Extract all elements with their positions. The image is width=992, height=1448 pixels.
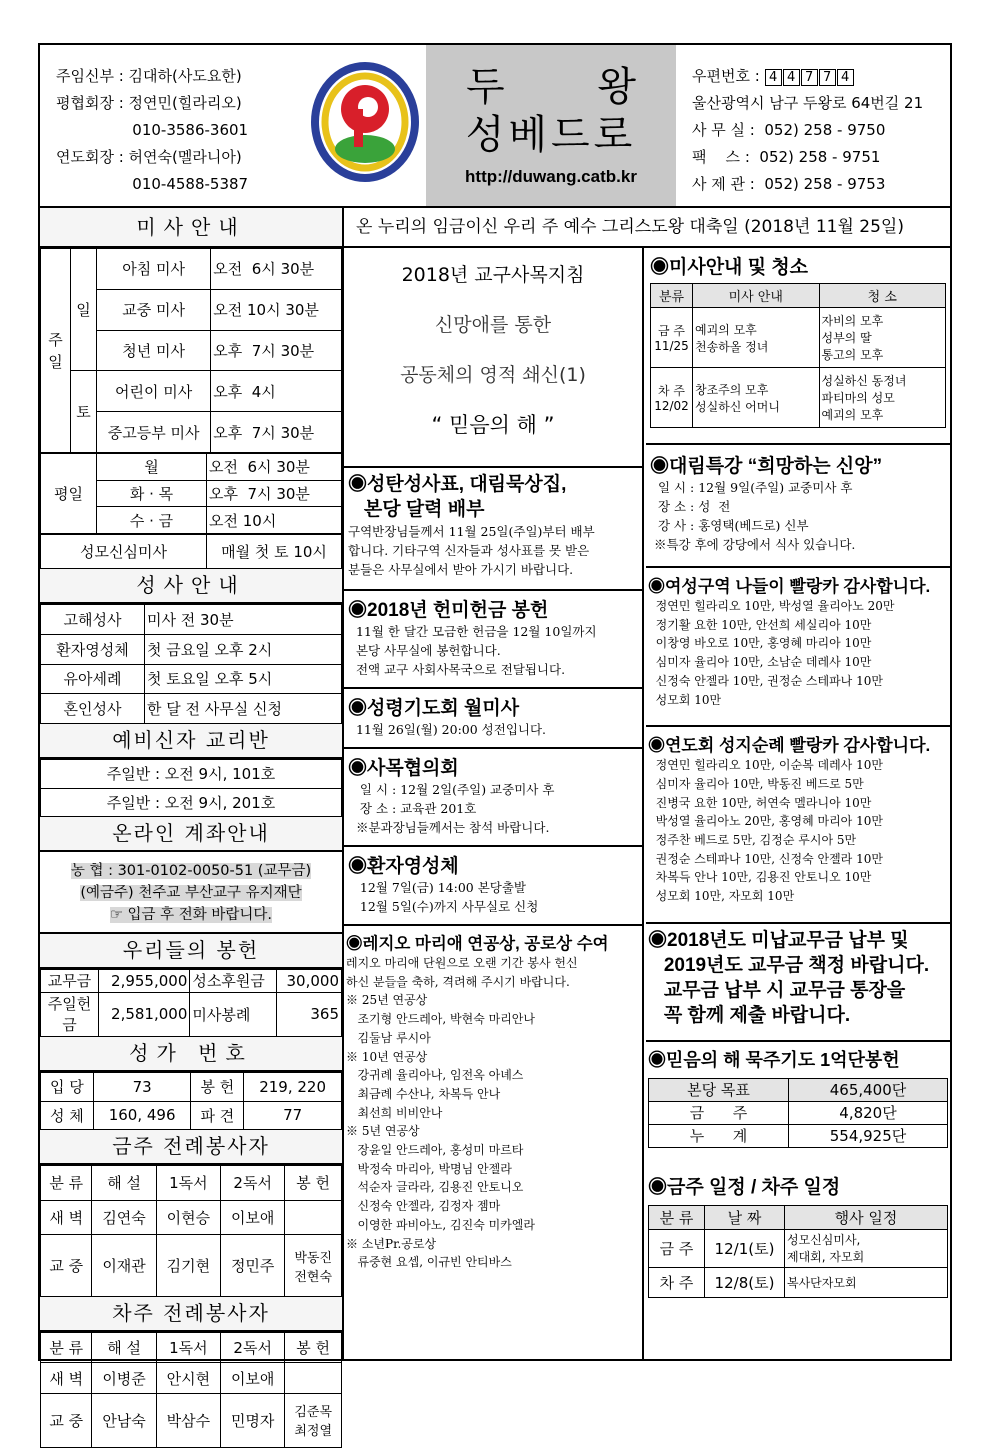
server-cell: 김기현 bbox=[156, 1235, 220, 1297]
col-head: 2독서 bbox=[221, 1333, 285, 1363]
mass-name: 수 · 금 bbox=[97, 507, 207, 534]
yeondo-phone: 010-4588-5387 bbox=[56, 175, 249, 193]
cal-cell: 12/8(토) bbox=[705, 1267, 785, 1297]
mass-time: 오후 7시 30분 bbox=[211, 412, 342, 453]
calendar-table bbox=[648, 1205, 948, 1298]
cal-cell: 차 주 bbox=[649, 1267, 705, 1297]
rosary-table bbox=[648, 1078, 948, 1148]
rosary-label: 누 계 bbox=[649, 1124, 789, 1147]
servers-next-table bbox=[40, 1332, 342, 1448]
server-cell: 이보애 bbox=[221, 1200, 285, 1235]
mass-name: 어린이 미사 bbox=[97, 371, 211, 412]
cell: 창조주의 모후 성실하신 어머니 bbox=[693, 368, 820, 428]
contact-list bbox=[56, 63, 248, 198]
notice-body: 일 시 : 12월 9일(주일) 교중미사 후 장 소 : 성 전 강 사 : 홍영택(베드로) 신부 ※특강 후에 강당에서 식사 있습니다. bbox=[653, 480, 856, 552]
notice-yeondo-thanks bbox=[646, 725, 950, 910]
server-cell: 이병준 bbox=[92, 1363, 156, 1393]
hymn-label: 입 당 bbox=[41, 1073, 94, 1102]
cleaning-table bbox=[650, 283, 946, 428]
sacrament-name: 혼인성사 bbox=[41, 694, 145, 724]
servers-this-title: 금주 전례봉사자 bbox=[40, 1130, 342, 1165]
notice-heading: ◉금주 일정 / 차주 일정 bbox=[648, 1176, 841, 1198]
col-head: 날 짜 bbox=[705, 1205, 785, 1229]
hymn-title: 성가 번호 bbox=[40, 1037, 342, 1072]
notice-council bbox=[344, 747, 642, 841]
notice-body: 레지오 마리애 단원으로 오랜 기간 봉사 헌신 하신 분들을 축하, 격려해 주시기 바랍니다. ※ 25년 연공상 조기형 안드레아, 박현숙 마리안나 김둘남 루시아 ※ 10년 연공상 강귀례 율리아나, 임전옥 아녜스 최금례 수산나, 차복득 안나 최선희 비비안나 ※ 5년 연공상 장윤일 안드레아, 홍성미 마르타 박정숙 마리아, 박명님 안젤라 석순자 글라라, 김용진 안토니오 신정숙 안젤라, 김정자 젬마 이영한 파비아노, 김진숙 미카엘라 ※ 소년Pr.공로상 류중현 요셉, 이규빈 안티바스 bbox=[346, 956, 578, 1270]
notice-prayer bbox=[344, 687, 642, 743]
postal-digit: 7 bbox=[819, 69, 836, 86]
office-phone: 사 무 실 : 052) 258 - 9750 bbox=[692, 121, 886, 139]
offering-value: 30,000 bbox=[277, 970, 342, 993]
cal-cell: 성모신심미사, 제대회, 자모회 bbox=[785, 1229, 948, 1267]
sacrament-title: 성사안내 bbox=[40, 569, 342, 604]
account-number: 농 협 : 301-0102-0050-51 (교무금) bbox=[70, 863, 312, 879]
catechumen-class: 주일반 : 오전 9시, 201호 bbox=[41, 788, 342, 817]
mass-time: 오후 7시 30분 bbox=[211, 330, 342, 371]
offering-title: 우리들의 봉헌 bbox=[40, 934, 342, 969]
hymn-number: 77 bbox=[244, 1101, 342, 1130]
notice-heading: ◉대림특강 “희망하는 신앙” bbox=[650, 456, 883, 477]
catechumen-table bbox=[40, 759, 342, 817]
offering-label: 미사봉례 bbox=[190, 992, 277, 1036]
catechumen-title: 예비신자 교리반 bbox=[40, 724, 342, 759]
mass-time: 오전 6시 30분 bbox=[207, 454, 342, 481]
title-duwang: 두 왕 bbox=[466, 64, 676, 110]
offering-label: 주일헌금 bbox=[41, 992, 99, 1036]
cell: 금 주 11/25 bbox=[651, 308, 693, 368]
hymn-number: 219, 220 bbox=[244, 1073, 342, 1102]
catechumen-class: 주일반 : 오전 9시, 101호 bbox=[41, 760, 342, 789]
notice-heading: ◉환자영성체 bbox=[348, 856, 459, 877]
mass-time: 오전 10시 bbox=[207, 507, 342, 534]
cal-cell: 12/1(토) bbox=[705, 1229, 785, 1267]
col-head: 봉 헌 bbox=[285, 1333, 342, 1363]
hymn-number: 160, 496 bbox=[93, 1101, 191, 1130]
notice-heading: ◉레지오 마리애 연공상, 공로상 수여 bbox=[346, 935, 609, 953]
server-cell: 새 벽 bbox=[41, 1363, 92, 1393]
council-phone: 010-3586-3601 bbox=[56, 121, 249, 139]
server-cell: 박동진 전현숙 bbox=[285, 1235, 342, 1297]
sacrament-table bbox=[40, 604, 342, 724]
calendar-section bbox=[646, 1168, 950, 1302]
hymn-number: 73 bbox=[93, 1073, 191, 1102]
rosary-label: 본당 목표 bbox=[649, 1078, 789, 1101]
day-to: 토 bbox=[71, 371, 97, 453]
mass-time: 오후 4시 bbox=[211, 371, 342, 412]
col-head: 1독서 bbox=[156, 1333, 220, 1363]
server-cell bbox=[285, 1200, 342, 1235]
website-link[interactable]: http://duwang.catb.kr bbox=[465, 167, 637, 186]
offering-value: 2,581,000 bbox=[99, 992, 190, 1036]
notice-communion bbox=[344, 845, 642, 920]
policy-line: 2018년 교구사목지침 bbox=[401, 264, 585, 286]
notice-heading: ◉믿음의 해 묵주기도 1억단봉헌 bbox=[648, 1049, 900, 1070]
server-cell: 이보애 bbox=[221, 1363, 285, 1393]
mass-time: 오전 10시 30분 bbox=[211, 289, 342, 330]
postal-digit: 4 bbox=[783, 69, 800, 86]
mass-name: 월 bbox=[97, 454, 207, 481]
sacrament-time: 첫 금요일 오후 2시 bbox=[145, 634, 342, 664]
parish-logo bbox=[302, 59, 428, 185]
address-block bbox=[692, 63, 923, 198]
server-cell: 교 중 bbox=[41, 1393, 92, 1447]
notice-body: 12월 7일(금) 14:00 본당출발 12월 5일(수)까지 사무실로 신청 bbox=[359, 880, 539, 914]
mass-name: 청년 미사 bbox=[97, 330, 211, 371]
policy-line: 공동체의 영적 쇄신(1) bbox=[400, 364, 586, 386]
sacrament-time: 미사 전 30분 bbox=[145, 605, 342, 635]
sacrament-time: 첫 토요일 오후 5시 bbox=[145, 664, 342, 694]
notice-body: 11월 26일(월) 20:00 성전입니다. bbox=[348, 722, 547, 737]
marian-mass-label: 성모신심미사 bbox=[41, 535, 207, 569]
col-head: 미사 안내 bbox=[693, 284, 820, 308]
rosary-value: 465,400단 bbox=[789, 1078, 948, 1101]
col-head: 분 류 bbox=[41, 1166, 92, 1201]
notice-heading: ◉2018년도 미납교무금 납부 및 2019년도 교무금 책정 바랍니다. 교무금 납부 시 교무금 통장을 꼭 함께 제출 바랍니다. bbox=[648, 929, 930, 1026]
pastoral-policy bbox=[344, 248, 642, 466]
hymn-label: 봉 헌 bbox=[191, 1073, 244, 1102]
mass-name: 중고등부 미사 bbox=[97, 412, 211, 453]
server-cell: 이현승 bbox=[156, 1200, 220, 1235]
postal-digit: 4 bbox=[837, 69, 854, 86]
col-head: 해 설 bbox=[92, 1333, 156, 1363]
notice-body: 정연민 힐라리오 10만, 이순복 데레사 10만 심미자 율리아 10만, 박동진 베드로 5만 진병국 요한 10만, 허연숙 멜라니아 10만 박성열 율리아노 20만, 홍영혜 마리아 10만 정주찬 베드로 5만, 김정순 루시아 5만 권정순 스테파나 10만, 신정숙 안젤라 10만 차복득 안나 10만, 김용진 안토니오 10만 성모회 10만, 자모회 10만 bbox=[655, 758, 883, 904]
sacrament-time: 한 달 전 사무실 신청 bbox=[145, 694, 342, 724]
rectory-phone: 사 제 관 : 052) 258 - 9753 bbox=[692, 175, 886, 193]
notice-advent-lecture bbox=[646, 443, 950, 560]
rosary-value: 554,925단 bbox=[789, 1124, 948, 1147]
postal-digit: 7 bbox=[801, 69, 818, 86]
account-info bbox=[40, 852, 342, 934]
marian-mass bbox=[40, 534, 342, 569]
notice-offering bbox=[344, 589, 642, 683]
notice-legio bbox=[344, 924, 642, 1276]
notice-heading: ◉연도회 성지순례 빨랑카 감사합니다. bbox=[648, 736, 931, 756]
mass-table bbox=[40, 248, 342, 453]
address: 울산광역시 남구 두왕로 64번길 21 bbox=[692, 94, 924, 112]
account-holder: (예금주) 천주교 부산교구 유지재단 bbox=[80, 885, 302, 901]
title-block bbox=[426, 45, 676, 206]
server-cell: 김연숙 bbox=[92, 1200, 156, 1235]
postal-label: 우편번호 : bbox=[692, 67, 760, 85]
fax: 팩 스 : 052) 258 - 9751 bbox=[692, 148, 881, 166]
mass-time: 오전 6시 30분 bbox=[211, 249, 342, 290]
offering-value: 365 bbox=[277, 992, 342, 1036]
rosary-label: 금 주 bbox=[649, 1101, 789, 1124]
notice-body: 11월 한 달간 모금한 헌금을 12월 10일까지 본당 사무실에 봉헌합니다. 전액 교구 사회사목국으로 전달됩니다. bbox=[355, 624, 597, 677]
mass-name: 아침 미사 bbox=[97, 249, 211, 290]
mass-title: 미사안내 bbox=[40, 208, 342, 248]
sacrament-name: 환자영성체 bbox=[41, 634, 145, 664]
offering-value: 2,955,000 bbox=[99, 970, 190, 993]
pastor: 주임신부 : 김대하(사도요한) bbox=[56, 67, 242, 85]
rosary-value: 4,820단 bbox=[789, 1101, 948, 1124]
server-cell: 정민주 bbox=[221, 1235, 285, 1297]
mass-name: 교중 미사 bbox=[97, 289, 211, 330]
notice-dues bbox=[646, 922, 950, 1032]
servers-next-title: 차주 전례봉사자 bbox=[40, 1297, 342, 1332]
cell: 차 주 12/02 bbox=[651, 368, 693, 428]
day-il: 일 bbox=[71, 249, 97, 371]
server-cell: 새 벽 bbox=[41, 1200, 92, 1235]
col-head: 행사 일정 bbox=[785, 1205, 948, 1229]
servers-this-table bbox=[40, 1165, 342, 1297]
offering-label: 성소후원금 bbox=[190, 970, 277, 993]
col-head: 분 류 bbox=[649, 1205, 705, 1229]
policy-line: “ 믿음의 해 ” bbox=[431, 413, 555, 437]
hymn-label: 성 체 bbox=[41, 1101, 94, 1130]
cell: 예괴의 모후 천송하올 정녀 bbox=[693, 308, 820, 368]
notice-body: 구역반장님들께서 11월 25일(주일)부터 배부 합니다. 기타구역 신자들과 성사표를 못 받은 분들은 사무실에서 받아 가시기 바랍니다. bbox=[348, 524, 595, 577]
weekday-mass-table bbox=[40, 453, 342, 534]
cell: 자비의 모후 성부의 딸 통고의 모후 bbox=[819, 308, 946, 368]
title-peter: 성베드로 bbox=[465, 112, 637, 158]
server-cell: 박삼수 bbox=[156, 1393, 220, 1447]
header bbox=[40, 45, 950, 208]
account-note: ☞ 입금 후 전화 바랍니다. bbox=[109, 907, 273, 923]
notice-christmas bbox=[344, 466, 642, 583]
col-head: 해 설 bbox=[92, 1166, 156, 1201]
right-column bbox=[646, 248, 950, 1302]
cell: 성실하신 동정녀 파티마의 성모 예괴의 모후 bbox=[819, 368, 946, 428]
bulletin-page bbox=[38, 43, 952, 1440]
server-cell: 김준목 최정열 bbox=[285, 1393, 342, 1447]
sacrament-name: 유아세례 bbox=[41, 664, 145, 694]
server-cell: 민명자 bbox=[221, 1393, 285, 1447]
feast-banner: 온 누리의 임금이신 우리 주 예수 그리스도왕 대축일 (2018년 11월 25일) bbox=[344, 208, 950, 248]
account-title: 온라인 계좌안내 bbox=[40, 817, 342, 852]
server-cell: 안남숙 bbox=[92, 1393, 156, 1447]
postal-digit: 4 bbox=[765, 69, 782, 86]
mass-name: 화 · 목 bbox=[97, 480, 207, 507]
server-cell: 안시현 bbox=[156, 1363, 220, 1393]
notice-body: 일 시 : 12월 2일(주일) 교중미사 후 장 소 : 교육관 201호 ※분과장님들께서는 참석 바랍니다. bbox=[355, 782, 555, 835]
hymn-table bbox=[40, 1072, 342, 1130]
notice-heading: ◉2018년 헌미헌금 봉헌 bbox=[348, 600, 549, 621]
notice-body: 정연민 힐라리오 10만, 박성열 율리아노 20만 정기활 요한 10만, 안선희 세실리아 10만 이창영 바오로 10만, 홍영혜 마리아 10만 심미자 율리아 10만, 소남순 데레사 10만 신정숙 안젤라 10만, 권정순 스테파나 10만 성모회 10만 bbox=[655, 599, 895, 707]
server-cell: 교 중 bbox=[41, 1235, 92, 1297]
policy-line: 신망애를 통한 bbox=[434, 314, 552, 336]
marian-mass-time: 매월 첫 토 10시 bbox=[207, 535, 342, 569]
notice-women-thanks bbox=[646, 566, 950, 713]
server-cell: 이재관 bbox=[92, 1235, 156, 1297]
notice-heading: ◉여성구역 나들이 빨랑카 감사합니다. bbox=[648, 577, 931, 596]
yeondo-president: 연도회장 : 허연숙(멜라니아) bbox=[56, 148, 242, 166]
mass-cleaning bbox=[646, 248, 950, 428]
notice-heading: ◉성령기도회 월미사 bbox=[348, 698, 520, 719]
weekday-label: 평일 bbox=[41, 454, 97, 534]
col-head: 청 소 bbox=[819, 284, 946, 308]
cal-cell: 금 주 bbox=[649, 1229, 705, 1267]
council-president: 평협회장 : 정연민(힐라리오) bbox=[56, 94, 242, 112]
notice-heading: ◉미사안내 및 청소 bbox=[650, 257, 809, 278]
col-head: 1독서 bbox=[156, 1166, 220, 1201]
col-head: 분류 bbox=[651, 284, 693, 308]
col-head: 2독서 bbox=[221, 1166, 285, 1201]
mass-time: 오후 7시 30분 bbox=[207, 480, 342, 507]
cal-cell: 복사단자모회 bbox=[785, 1267, 948, 1297]
col-head: 봉 헌 bbox=[285, 1166, 342, 1201]
offering-table bbox=[40, 969, 342, 1037]
rosary-section bbox=[646, 1040, 950, 1152]
notice-heading: ◉성탄성사표, 대림묵상집, 본당 달력 배부 bbox=[348, 474, 567, 520]
middle-column bbox=[344, 248, 644, 1359]
left-column bbox=[40, 208, 344, 1440]
col-head: 분 류 bbox=[41, 1333, 92, 1363]
sunday-label: 주일 bbox=[41, 249, 71, 453]
hymn-label: 파 견 bbox=[191, 1101, 244, 1130]
notice-heading: ◉사목협의회 bbox=[348, 758, 459, 779]
sacrament-name: 고해성사 bbox=[41, 605, 145, 635]
server-cell bbox=[285, 1363, 342, 1393]
offering-label: 교무금 bbox=[41, 970, 99, 993]
